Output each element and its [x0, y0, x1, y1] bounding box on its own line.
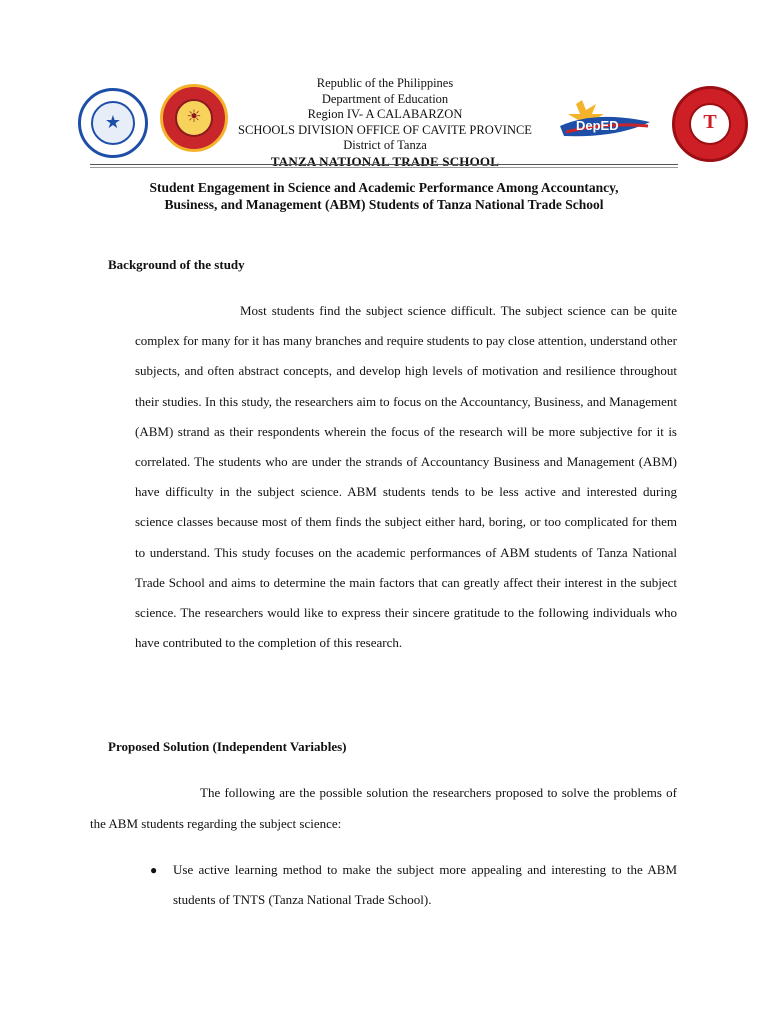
background-paragraph	[135, 296, 677, 658]
letterhead-text	[214, 76, 556, 169]
proposed-solution-list	[150, 855, 677, 915]
region-seal-icon: ☀	[160, 84, 228, 152]
header-line-region: Region IV- A CALABARZON	[307, 107, 463, 121]
header-line-republic: Republic of the Philippines	[316, 76, 454, 90]
letterhead	[0, 76, 768, 168]
header-line-division: SCHOOLS DIVISION OFFICE OF CAVITE PROVINCE	[238, 122, 532, 137]
header-line-district: District of Tanza	[343, 138, 427, 152]
proposed-intro-text: The following are the possible solution the researchers proposed to solve the problems of the ABM students regarding the subject science:	[90, 785, 677, 831]
deped-logo-text: DepED	[576, 118, 619, 133]
header-divider	[90, 164, 678, 168]
title-line-2: Business, and Management (ABM) Students of Tanza National Trade School	[164, 197, 604, 212]
document-title	[100, 179, 668, 213]
tnts-seal-icon: T	[672, 86, 748, 162]
proposed-intro-paragraph	[90, 778, 677, 839]
background-heading: Background of the study	[108, 257, 245, 272]
cavite-logo-text: CAVITE	[612, 135, 634, 141]
header-line-department: Department of Education	[321, 91, 449, 106]
list-item	[150, 855, 677, 915]
proposed-solution-heading: Proposed Solution (Independent Variables)	[108, 739, 347, 754]
background-text: Most students find the subject science difficult. The subject science can be quite complex for many for it has many branches and require students to pay close attention, understand other subjects, and often abstract concepts, and develop high levels of motivation and resilience throughout their studies. In this study, the researchers aim to focus on the Accountancy, Business, and Management (ABM) strand as their respondents wherein the focus of the research will be more subjective for it is correlated. The students who are under the strands of Accountancy Business and Management (ABM) have difficulty in the subject science. ABM students tends to be less active and interested during science classes because most of them finds the subject either hard, boring, or too complicated for them to understand. This study focuses on the academic performances of ABM students of Tanza National Trade School and aims to determine the main factors that can greatly affect their interest in the subject science. The researchers would like to express their sincere gratitude to the following individuals who have contributed to the completion of this research.	[135, 303, 677, 651]
header-school-name: TANZA NATIONAL TRADE SCHOOL	[270, 153, 500, 169]
deped-seal-icon: ★	[78, 88, 148, 158]
list-item-text: Use active learning method to make the subject more appealing and interesting to the ABM students of TNTS (Tanza National Trade School).	[173, 862, 677, 907]
bullet-icon: ●	[150, 863, 158, 877]
title-line-1: Student Engagement in Science and Academic Performance Among Accountancy,	[149, 180, 619, 195]
